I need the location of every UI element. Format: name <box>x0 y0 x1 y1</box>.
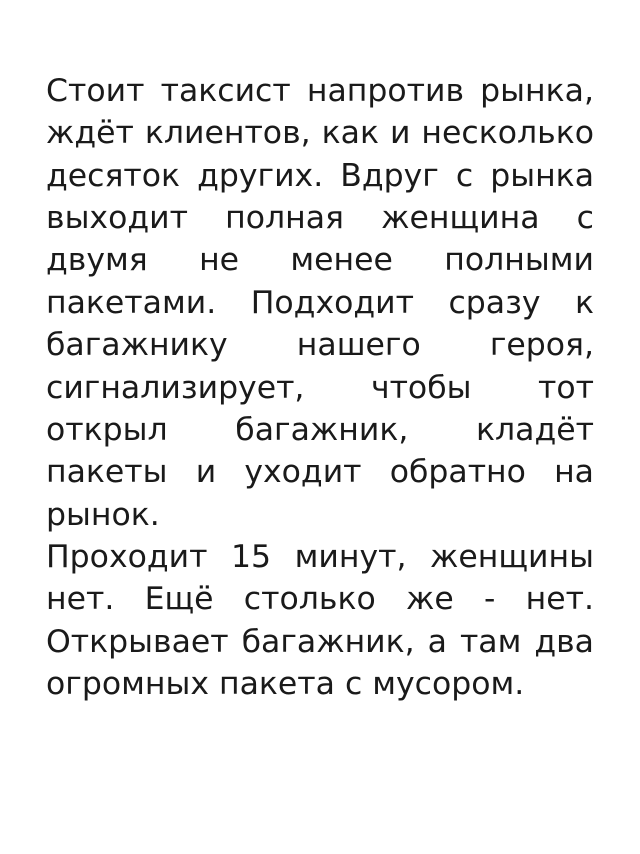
story-text <box>46 70 594 705</box>
paragraph-2: Проходит 15 минут, женщины нет. Ещё столько же - нет. Открывает багажник, а там два огромных пакета с мусором. <box>46 538 594 703</box>
paragraph-1: Стоит таксист напротив рынка, ждёт клиентов, как и несколько десяток других. Вдруг с рынка выходит полная женщина с двумя не менее полными пакетами. Подходит сразу к багажнику нашего героя, сигнализирует, чтобы тот открыл багажник, кладёт пакеты и уходит обратно на рынок. <box>46 73 594 533</box>
